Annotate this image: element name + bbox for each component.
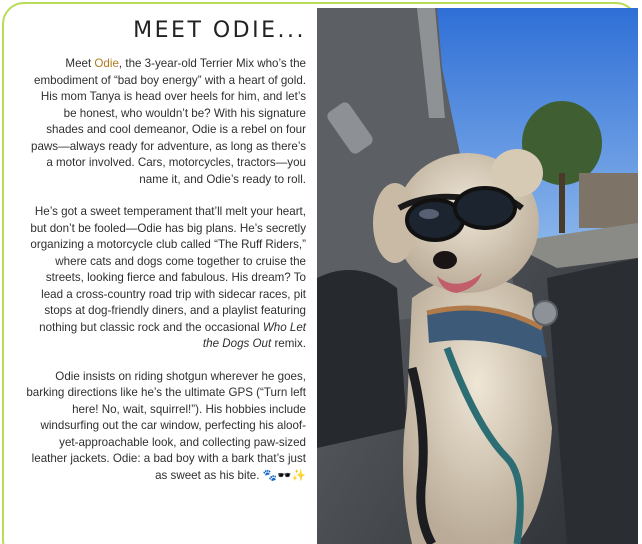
- goggles-right-lens: [455, 188, 515, 228]
- building: [579, 173, 638, 228]
- tree-trunk: [559, 173, 565, 233]
- text-column: [26, 16, 306, 500]
- dog-tag-icon: [533, 301, 557, 325]
- dream-tail: remix.: [271, 337, 306, 350]
- lens-glare: [419, 209, 439, 219]
- pet-name: Odie: [94, 57, 119, 70]
- dog-photo: [317, 8, 638, 544]
- hobbies-paragraph: Odie insists on riding shotgun wherever he goes, barking directions like he’s the ultimate GPS (“Turn left here! No, wait, squirrel!”). His hobbies include windsurfing out the car window, perfecting his aloof-yet-approachable look, and collecting paw-sized leather jackets. Odie: a bad boy with a bark that’s just as sweet as his bite. 🐾🕶️✨: [26, 369, 306, 482]
- dog-photo-illustration: [317, 8, 638, 544]
- dream-text: He’s got a sweet temperament that’ll melt your heart, but don’t be fooled—Odie has big plans. He’s secretly organizing a motorcycle club called “The Ruff Riders,” where cats and dogs come together to cruise the streets, looking fierce and fabulous. His dream? To lead a cross-country road trip with sidecar races, pit stops at dog-friendly diners, and a playlist featuring nothing but classic rock and the occasional: [30, 205, 306, 334]
- car-seat: [317, 270, 407, 448]
- intro-paragraph: [26, 56, 306, 188]
- intro-rest: , the 3-year-old Terrier Mix who’s the embodiment of “bad boy energy” with a heart of gold. His mom Tanya is head over heels for him, and let’s be honest, who wouldn’t be? With his signature shades and cool demeanor, Odie is a rebel on four paws—always ready for adventure, as long as there’s a motor involved. Cars, motorcycles, tractors—you name it, and Odie’s ready to roll.: [31, 57, 306, 186]
- intro-lead: Meet: [65, 57, 95, 70]
- dog-nose: [433, 251, 457, 269]
- dream-paragraph: [26, 204, 306, 353]
- page-title: MEET ODIE...: [133, 18, 306, 43]
- song-title: Who Let the Dogs Out: [202, 320, 306, 350]
